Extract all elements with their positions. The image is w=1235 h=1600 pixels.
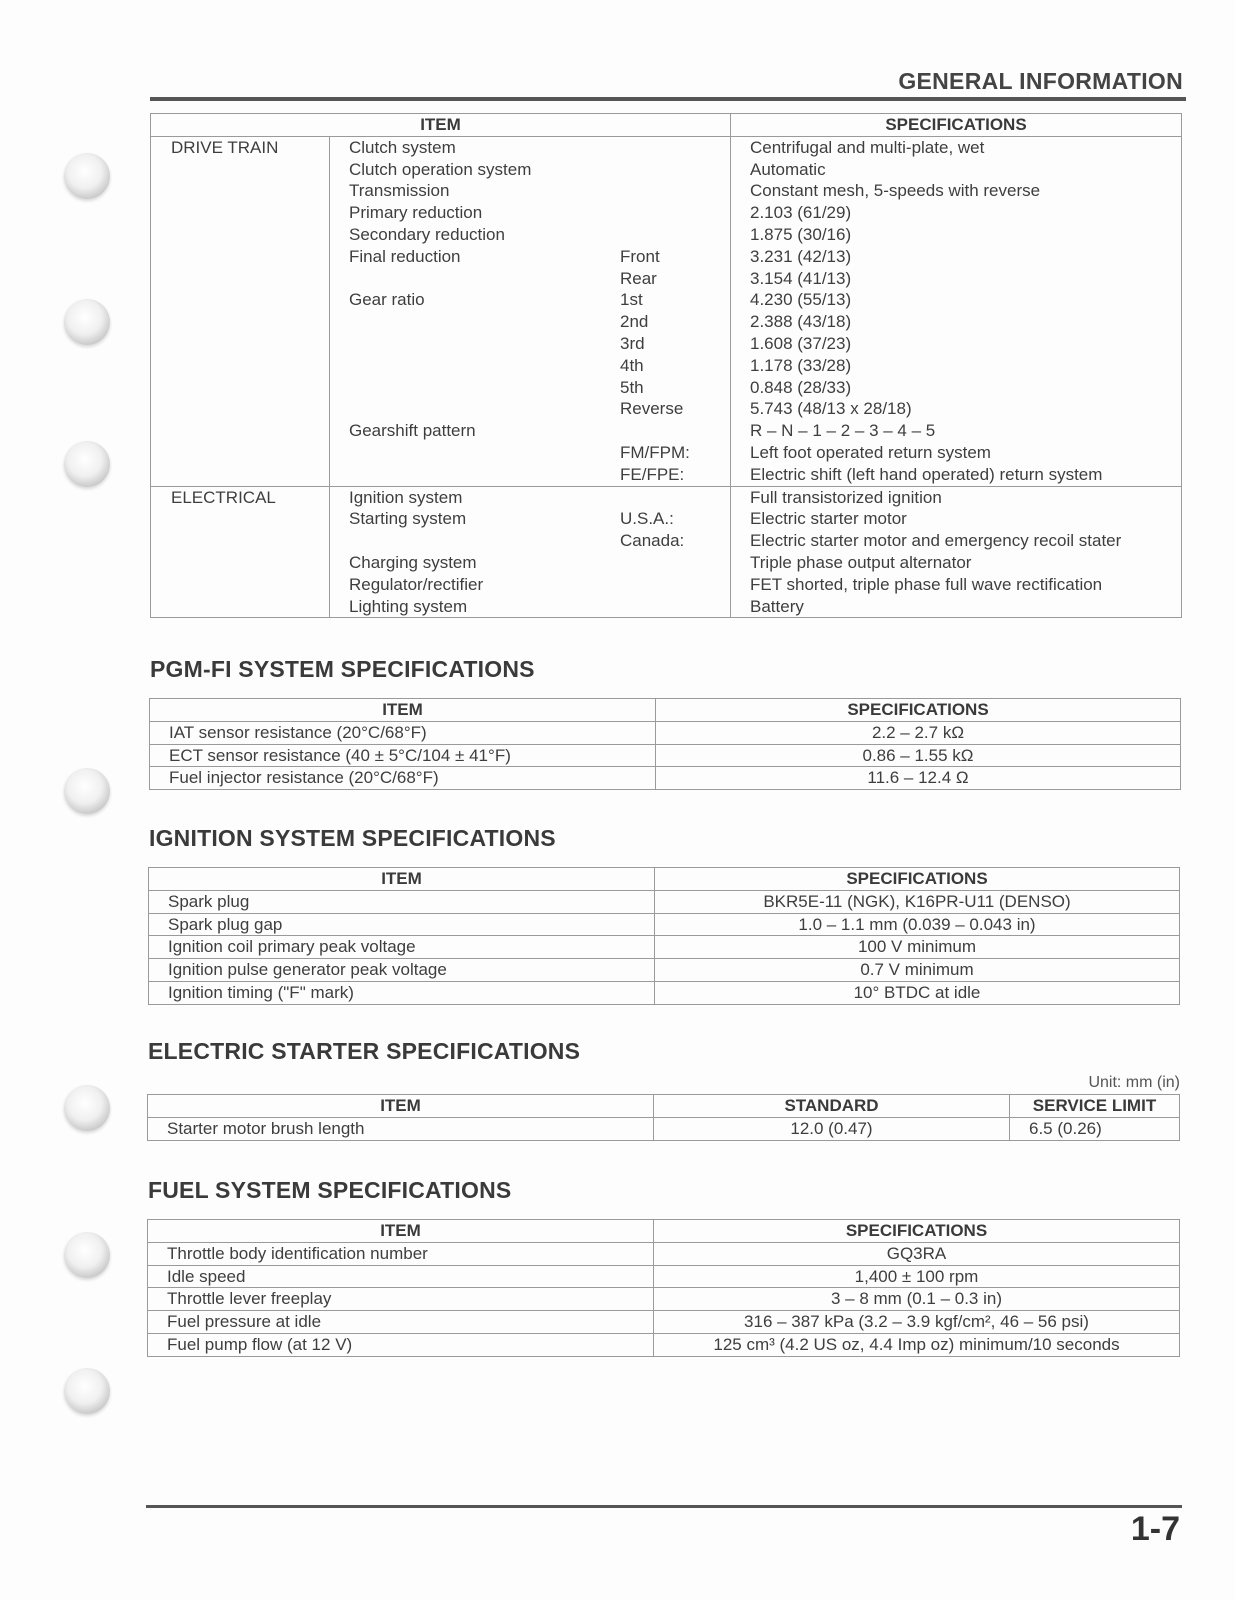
item-name: Clutch operation system [349,159,532,179]
item-line [349,202,730,224]
spec-value: Triple phase output alternator [750,552,972,572]
item-line [349,530,730,552]
item-subitem: Canada: [620,531,685,551]
col-header-item: ITEM [150,699,656,722]
table-row [149,981,1180,1004]
item-subitem: 4th [620,355,644,375]
group-row [151,486,1182,618]
item-line [349,180,730,202]
item-line [349,487,730,509]
item-subitem [620,224,730,246]
spec-value: 1.875 (30/16) [750,224,852,244]
item-subitem: 2nd [620,312,649,332]
spec-cell: 0.86 – 1.55 kΩ [656,744,1181,767]
spec-value: 4.230 (55/13) [750,290,852,310]
page-number: 1-7 [1130,1510,1180,1548]
table-row [148,1311,1180,1334]
spec-value: R – N – 1 – 2 – 3 – 4 – 5 [750,421,936,441]
item-name [349,268,620,290]
spec-cell: 0.7 V minimum [655,959,1180,982]
item-name: Transmission [349,181,450,201]
spec-value: 1.178 (33/28) [750,355,852,375]
section-title-fuel-system: FUEL SYSTEM SPECIFICATIONS [148,1177,512,1203]
binder-hole [64,768,110,814]
spec-cell: 2.2 – 2.7 kΩ [656,721,1181,744]
group-label: ELECTRICAL [151,486,330,618]
spec-cell: 1.0 – 1.1 mm (0.039 – 0.043 in) [655,913,1180,936]
item-cell: Ignition pulse generator peak voltage [149,959,655,982]
item-line [349,137,730,159]
table-row [148,1288,1180,1311]
table-row [150,744,1181,767]
item-name: Charging system [349,552,477,572]
item-name [349,355,620,377]
item-subitem: U.S.A.: [620,509,674,529]
spec-value: Full transistorized ignition [750,487,942,507]
group-specs [731,136,1182,486]
spec-value: 3.231 (42/13) [750,246,852,266]
item-subitem [620,487,730,509]
spec-cell: 10° BTDC at idle [655,981,1180,1004]
item-name [349,311,620,333]
item-cell: Spark plug [149,890,655,913]
group-row [151,136,1182,486]
unit-note: Unit: mm (in) [1088,1074,1180,1091]
binder-hole [64,1368,110,1414]
section-title-pgm-fi: PGM-FI SYSTEM SPECIFICATIONS [150,656,535,682]
item-line [349,398,730,420]
spec-cell: 100 V minimum [655,936,1180,959]
group-items [330,136,731,486]
item-line [349,355,730,377]
spec-value: Left foot operated return system [750,442,991,462]
item-name: Final reduction [349,246,461,266]
spec-value: 1.608 (37/23) [750,333,852,353]
item-subitem: 5th [620,377,644,397]
item-line [349,574,730,596]
item-subitem [620,574,730,596]
item-subitem [620,420,730,442]
spec-value: Automatic [750,159,826,179]
section-title-ignition: IGNITION SYSTEM SPECIFICATIONS [149,825,556,851]
table-row [149,959,1180,982]
table-row [148,1242,1180,1265]
item-name [349,442,620,464]
spec-value: Centrifugal and multi-plate, wet [750,137,985,157]
item-name [349,377,620,399]
item-name [349,333,620,355]
spec-cell: 1,400 ± 100 rpm [654,1265,1180,1288]
pgm-fi-table [149,698,1181,790]
item-line [349,442,730,464]
footer-rule [146,1505,1182,1508]
service-limit-cell: 6.5 (0.26) [1010,1117,1180,1140]
item-subitem [620,159,730,181]
spec-cell: 11.6 – 12.4 Ω [656,767,1181,790]
col-header-item: ITEM [151,114,731,137]
table-row [149,936,1180,959]
col-header-item: ITEM [149,868,655,891]
binder-hole [64,153,110,199]
spec-value: Electric starter motor [750,509,907,529]
spec-cell: 125 cm³ (4.2 US oz, 4.4 Imp oz) minimum/10 seconds [654,1333,1180,1356]
item-cell: Ignition coil primary peak voltage [149,936,655,959]
group-specs [731,486,1182,618]
spec-value: Battery [750,596,804,616]
item-name: Primary reduction [349,203,483,223]
item-name: Ignition system [349,487,463,507]
item-cell: Fuel pump flow (at 12 V) [148,1333,654,1356]
electric-starter-table [147,1094,1180,1141]
binder-hole [64,299,110,345]
table-row [148,1333,1180,1356]
item-cell: Starter motor brush length [148,1117,654,1140]
spec-cell: 3 – 8 mm (0.1 – 0.3 in) [654,1288,1180,1311]
spec-value: 0.848 (28/33) [750,377,852,397]
page-header-title: GENERAL INFORMATION [898,68,1183,94]
col-header-standard: STANDARD [654,1095,1010,1118]
spec-value: 2.388 (43/18) [750,312,852,332]
spec-value: FET shorted, triple phase full wave rectification [750,574,1103,594]
item-subitem: 1st [620,290,643,310]
standard-cell: 12.0 (0.47) [654,1117,1010,1140]
item-cell: Throttle body identification number [148,1242,654,1265]
spec-value: Electric starter motor and emergency recoil stater [750,531,1122,551]
binder-hole [64,1232,110,1278]
item-subitem [620,202,730,224]
item-line [349,508,730,530]
spec-cell: 316 – 387 kPa (3.2 – 3.9 kgf/cm², 46 – 56 psi) [654,1311,1180,1334]
item-name [349,530,620,552]
col-header-specifications: SPECIFICATIONS [655,868,1180,891]
item-subitem: FM/FPM: [620,442,690,462]
item-subitem: FE/FPE: [620,464,685,484]
fuel-system-table [147,1219,1180,1357]
item-name: Clutch system [349,137,456,157]
spec-cell: BKR5E-11 (NGK), K16PR-U11 (DENSO) [655,890,1180,913]
item-cell: Throttle lever freeplay [148,1288,654,1311]
item-name [349,464,620,486]
item-name: Starting system [349,509,467,529]
item-subitem: Front [620,246,660,266]
col-header-item: ITEM [148,1220,654,1243]
item-cell: ECT sensor resistance (40 ± 5°C/104 ± 41°F) [150,744,656,767]
item-line [349,464,730,486]
item-line [349,552,730,574]
section-title-electric-starter: ELECTRIC STARTER SPECIFICATIONS [148,1038,581,1064]
binder-hole [64,441,110,487]
table-row [148,1117,1180,1140]
item-line [349,377,730,399]
item-subitem [620,596,730,618]
item-line [349,333,730,355]
col-header-specifications: SPECIFICATIONS [654,1220,1180,1243]
col-header-item: ITEM [148,1095,654,1118]
col-header-service-limit: SERVICE LIMIT [1010,1095,1180,1118]
item-line [349,246,730,268]
item-cell: Spark plug gap [149,913,655,936]
header-rule [150,97,1186,101]
spec-value: 2.103 (61/29) [750,203,852,223]
item-line [349,289,730,311]
item-line [349,596,730,618]
table-row [149,913,1180,936]
item-cell: Ignition timing ("F" mark) [149,981,655,1004]
table-row [148,1265,1180,1288]
spec-cell: GQ3RA [654,1242,1180,1265]
drive-electrical-table [150,113,1182,618]
table-row [150,767,1181,790]
item-subitem [620,552,730,574]
item-name: Regulator/rectifier [349,574,484,594]
col-header-specifications: SPECIFICATIONS [731,114,1182,137]
item-subitem: 3rd [620,333,645,353]
table-row [149,890,1180,913]
item-name: Gearshift pattern [349,421,476,441]
spec-value: 5.743 (48/13 x 28/18) [750,399,912,419]
spec-value: 3.154 (41/13) [750,268,852,288]
item-name: Secondary reduction [349,224,505,244]
group-label: DRIVE TRAIN [151,136,330,486]
item-cell: Fuel pressure at idle [148,1311,654,1334]
binder-hole [64,1085,110,1131]
group-items [330,486,731,618]
item-line [349,268,730,290]
item-cell: Fuel injector resistance (20°C/68°F) [150,767,656,790]
spec-value: Constant mesh, 5-speeds with reverse [750,181,1041,201]
item-line [349,224,730,246]
item-name: Lighting system [349,596,468,616]
spec-value: Electric shift (left hand operated) return system [750,464,1103,484]
item-subitem: Rear [620,268,657,288]
item-subitem [620,137,730,159]
item-name [349,398,620,420]
item-cell: IAT sensor resistance (20°C/68°F) [150,721,656,744]
col-header-specifications: SPECIFICATIONS [656,699,1181,722]
item-subitem: Reverse [620,399,684,419]
ignition-table [148,867,1180,1005]
item-name: Gear ratio [349,290,425,310]
item-cell: Idle speed [148,1265,654,1288]
item-subitem [620,180,730,202]
item-line [349,159,730,181]
item-line [349,311,730,333]
item-line [349,420,730,442]
table-row [150,721,1181,744]
